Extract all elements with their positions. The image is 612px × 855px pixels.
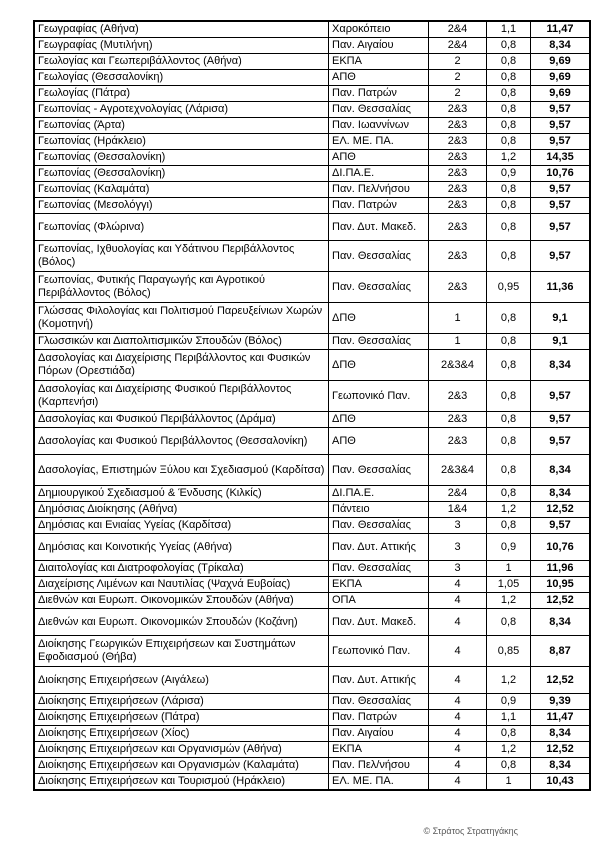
coefficient-cell: 0,8 <box>487 609 531 636</box>
coefficient-cell: 0,8 <box>487 70 531 86</box>
university-cell: ΑΠΘ <box>329 70 429 86</box>
department-cell: Γεωγραφίας (Μυτιλήνη) <box>34 38 329 54</box>
score-cell: 9,57 <box>531 102 591 118</box>
fields-cell: 2&3 <box>429 381 487 412</box>
score-cell: 11,96 <box>531 561 591 577</box>
table-row <box>34 636 590 667</box>
score-cell: 9,57 <box>531 118 591 134</box>
table-row <box>34 21 590 38</box>
department-cell: Γεωπονίας, Ιχθυολογίας και Υδάτινου Περιβάλλοντος (Βόλος) <box>34 241 329 272</box>
table-row <box>34 534 590 561</box>
score-cell: 9,57 <box>531 134 591 150</box>
department-cell: Διοίκησης Επιχειρήσεων (Χίος) <box>34 726 329 742</box>
department-cell: Διεθνών και Ευρωπ. Οικονομικών Σπουδών (Αθήνα) <box>34 593 329 609</box>
score-cell: 14,35 <box>531 150 591 166</box>
table-row <box>34 710 590 726</box>
fields-cell: 2&3 <box>429 150 487 166</box>
fields-cell: 4 <box>429 726 487 742</box>
university-cell: Παν. Αιγαίου <box>329 726 429 742</box>
department-cell: Δημιουργικού Σχεδιασμού & Ένδυσης (Κιλκίς) <box>34 486 329 502</box>
fields-cell: 2&3 <box>429 198 487 214</box>
coefficient-cell: 0,8 <box>487 198 531 214</box>
coefficient-cell: 1 <box>487 561 531 577</box>
score-cell: 9,57 <box>531 214 591 241</box>
score-cell: 8,34 <box>531 455 591 486</box>
department-cell: Δασολογίας και Φυσικού Περιβάλλοντος (Θεσσαλονίκη) <box>34 428 329 455</box>
university-cell: ΕΚΠΑ <box>329 742 429 758</box>
fields-cell: 4 <box>429 667 487 694</box>
department-cell: Δημόσιας Διοίκησης (Αθήνα) <box>34 502 329 518</box>
university-cell: Παν. Πατρών <box>329 710 429 726</box>
table-row <box>34 166 590 182</box>
coefficient-cell: 0,8 <box>487 334 531 350</box>
university-cell: Παν. Δυτ. Μακεδ. <box>329 609 429 636</box>
fields-cell: 4 <box>429 636 487 667</box>
fields-cell: 3 <box>429 534 487 561</box>
department-cell: Γεωπονίας - Αγροτεχνολογίας (Λάρισα) <box>34 102 329 118</box>
university-cell: ΟΠΑ <box>329 593 429 609</box>
university-cell: Παν. Θεσσαλίας <box>329 518 429 534</box>
department-cell: Διοίκησης Επιχειρήσεων (Λάρισα) <box>34 694 329 710</box>
fields-cell: 2&3 <box>429 166 487 182</box>
coefficient-cell: 0,8 <box>487 486 531 502</box>
coefficient-cell: 0,9 <box>487 166 531 182</box>
university-cell: Χαροκόπειο <box>329 21 429 38</box>
score-cell: 10,43 <box>531 774 591 791</box>
coefficient-cell: 0,8 <box>487 134 531 150</box>
department-cell: Διοίκησης Επιχειρήσεων και Οργανισμών (Αθήνα) <box>34 742 329 758</box>
department-cell: Διοίκησης Επιχειρήσεων (Πάτρα) <box>34 710 329 726</box>
fields-cell: 2&3 <box>429 428 487 455</box>
university-cell: Γεωπονικό Παν. <box>329 381 429 412</box>
university-cell: Παν. Πελ/νήσου <box>329 182 429 198</box>
department-cell: Γεωπονίας (Φλώρινα) <box>34 214 329 241</box>
coefficient-cell: 0,8 <box>487 214 531 241</box>
coefficient-cell: 1,05 <box>487 577 531 593</box>
fields-cell: 2&4 <box>429 486 487 502</box>
department-cell: Διαχείρισης Λιμένων και Ναυτιλίας (Ψαχνά Ευβοίας) <box>34 577 329 593</box>
department-cell: Δημόσιας και Κοινοτικής Υγείας (Αθήνα) <box>34 534 329 561</box>
university-cell: Παν. Πατρών <box>329 198 429 214</box>
coefficient-cell: 0,8 <box>487 118 531 134</box>
fields-cell: 1 <box>429 334 487 350</box>
score-cell: 9,1 <box>531 303 591 334</box>
table-row <box>34 86 590 102</box>
table-row <box>34 350 590 381</box>
coefficient-cell: 0,85 <box>487 636 531 667</box>
table-row <box>34 518 590 534</box>
university-cell: ΔΙ.ΠΑ.Ε. <box>329 486 429 502</box>
fields-cell: 4 <box>429 577 487 593</box>
fields-cell: 4 <box>429 742 487 758</box>
university-cell: Παν. Θεσσαλίας <box>329 334 429 350</box>
score-cell: 8,34 <box>531 609 591 636</box>
coefficient-cell: 0,8 <box>487 758 531 774</box>
score-cell: 12,52 <box>531 742 591 758</box>
university-cell: ΕΛ. ΜΕ. ΠΑ. <box>329 774 429 791</box>
score-cell: 8,87 <box>531 636 591 667</box>
table-row <box>34 54 590 70</box>
department-cell: Δασολογίας και Διαχείρισης Φυσικού Περιβάλλοντος (Καρπενήσι) <box>34 381 329 412</box>
table-row <box>34 726 590 742</box>
university-cell: Πάντειο <box>329 502 429 518</box>
department-cell: Δασολογίας, Επιστημών Ξύλου και Σχεδιασμού (Καρδίτσα) <box>34 455 329 486</box>
department-cell: Γλωσσικών και Διαπολιτισμικών Σπουδών (Βόλος) <box>34 334 329 350</box>
department-cell: Διοίκησης Επιχειρήσεων (Αιγάλεω) <box>34 667 329 694</box>
department-cell: Γεωλογίας (Πάτρα) <box>34 86 329 102</box>
fields-cell: 2&3 <box>429 214 487 241</box>
score-cell: 8,34 <box>531 38 591 54</box>
table-row <box>34 577 590 593</box>
university-cell: Παν. Δυτ. Αττικής <box>329 667 429 694</box>
score-cell: 12,52 <box>531 593 591 609</box>
coefficient-cell: 0,8 <box>487 455 531 486</box>
author-credit: © Στράτος Στρατηγάκης <box>423 826 518 836</box>
coefficient-cell: 0,8 <box>487 86 531 102</box>
table-row <box>34 334 590 350</box>
coefficient-cell: 0,8 <box>487 102 531 118</box>
department-cell: Δασολογίας και Διαχείρισης Περιβάλλοντος και Φυσικών Πόρων (Ορεστιάδα) <box>34 350 329 381</box>
university-cell: ΔΠΘ <box>329 303 429 334</box>
department-cell: Διοίκησης Επιχειρήσεων και Οργανισμών (Καλαμάτα) <box>34 758 329 774</box>
department-cell: Γεωπονίας (Άρτα) <box>34 118 329 134</box>
table-row <box>34 742 590 758</box>
table-row <box>34 561 590 577</box>
score-cell: 8,34 <box>531 350 591 381</box>
table-row <box>34 38 590 54</box>
fields-cell: 2&3&4 <box>429 350 487 381</box>
score-cell: 11,36 <box>531 272 591 303</box>
table-row <box>34 198 590 214</box>
fields-cell: 2 <box>429 54 487 70</box>
coefficient-cell: 1 <box>487 774 531 791</box>
coefficient-cell: 0,9 <box>487 534 531 561</box>
department-cell: Διοίκησης Επιχειρήσεων και Τουρισμού (Ηράκλειο) <box>34 774 329 791</box>
fields-cell: 4 <box>429 758 487 774</box>
coefficient-cell: 0,8 <box>487 38 531 54</box>
university-cell: Παν. Θεσσαλίας <box>329 694 429 710</box>
score-cell: 9,57 <box>531 241 591 272</box>
fields-cell: 4 <box>429 609 487 636</box>
university-cell: ΔΠΘ <box>329 350 429 381</box>
fields-cell: 2 <box>429 70 487 86</box>
coefficient-cell: 1,1 <box>487 21 531 38</box>
university-cell: Παν. Θεσσαλίας <box>329 561 429 577</box>
fields-cell: 3 <box>429 518 487 534</box>
admissions-table <box>33 20 591 791</box>
fields-cell: 2&3&4 <box>429 455 487 486</box>
score-cell: 8,34 <box>531 726 591 742</box>
coefficient-cell: 0,8 <box>487 518 531 534</box>
score-cell: 12,52 <box>531 667 591 694</box>
university-cell: ΑΠΘ <box>329 428 429 455</box>
department-cell: Γεωπονίας (Ηράκλειο) <box>34 134 329 150</box>
score-cell: 8,34 <box>531 486 591 502</box>
university-cell: Παν. Θεσσαλίας <box>329 241 429 272</box>
department-cell: Δασολογίας και Φυσικού Περιβάλλοντος (Δράμα) <box>34 412 329 428</box>
table-row <box>34 214 590 241</box>
coefficient-cell: 0,8 <box>487 182 531 198</box>
table-row <box>34 303 590 334</box>
table-row <box>34 609 590 636</box>
coefficient-cell: 0,8 <box>487 350 531 381</box>
score-cell: 10,76 <box>531 166 591 182</box>
coefficient-cell: 0,9 <box>487 694 531 710</box>
coefficient-cell: 0,8 <box>487 381 531 412</box>
table-row <box>34 412 590 428</box>
table-row <box>34 774 590 791</box>
fields-cell: 2&3 <box>429 134 487 150</box>
department-cell: Διαιτολογίας και Διατροφολογίας (Τρίκαλα) <box>34 561 329 577</box>
score-cell: 12,52 <box>531 502 591 518</box>
university-cell: Παν. Θεσσαλίας <box>329 102 429 118</box>
table-row <box>34 272 590 303</box>
fields-cell: 4 <box>429 593 487 609</box>
university-cell: ΑΠΘ <box>329 150 429 166</box>
coefficient-cell: 1,2 <box>487 742 531 758</box>
table-body <box>34 21 590 790</box>
fields-cell: 2&4 <box>429 38 487 54</box>
score-cell: 9,57 <box>531 198 591 214</box>
score-cell: 9,57 <box>531 381 591 412</box>
university-cell: Παν. Δυτ. Μακεδ. <box>329 214 429 241</box>
university-cell: ΔΠΘ <box>329 412 429 428</box>
fields-cell: 4 <box>429 710 487 726</box>
department-cell: Γεωπονίας, Φυτικής Παραγωγής και Αγροτικού Περιβάλλοντος (Βόλος) <box>34 272 329 303</box>
university-cell: Παν. Δυτ. Αττικής <box>329 534 429 561</box>
coefficient-cell: 0,8 <box>487 726 531 742</box>
table-row <box>34 150 590 166</box>
university-cell: ΕΚΠΑ <box>329 54 429 70</box>
table-row <box>34 593 590 609</box>
university-cell: Γεωπονικό Παν. <box>329 636 429 667</box>
score-cell: 9,39 <box>531 694 591 710</box>
department-cell: Διεθνών και Ευρωπ. Οικονομικών Σπουδών (Κοζάνη) <box>34 609 329 636</box>
fields-cell: 4 <box>429 694 487 710</box>
university-cell: ΕΚΠΑ <box>329 577 429 593</box>
coefficient-cell: 1,2 <box>487 667 531 694</box>
department-cell: Γεωπονίας (Μεσολόγγι) <box>34 198 329 214</box>
fields-cell: 1&4 <box>429 502 487 518</box>
coefficient-cell: 0,8 <box>487 241 531 272</box>
table-row <box>34 667 590 694</box>
score-cell: 11,47 <box>531 21 591 38</box>
coefficient-cell: 1,2 <box>487 593 531 609</box>
score-cell: 9,1 <box>531 334 591 350</box>
table-row <box>34 758 590 774</box>
fields-cell: 2&3 <box>429 412 487 428</box>
score-cell: 11,47 <box>531 710 591 726</box>
coefficient-cell: 1,2 <box>487 150 531 166</box>
table-row <box>34 118 590 134</box>
department-cell: Διοίκησης Γεωργικών Επιχειρήσεων και Συστημάτων Εφοδιασμού (Θήβα) <box>34 636 329 667</box>
university-cell: Παν. Πελ/νήσου <box>329 758 429 774</box>
department-cell: Δημόσιας και Ενιαίας Υγείας (Καρδίτσα) <box>34 518 329 534</box>
university-cell: Παν. Θεσσαλίας <box>329 272 429 303</box>
university-cell: Παν. Θεσσαλίας <box>329 455 429 486</box>
table-row <box>34 428 590 455</box>
fields-cell: 2&4 <box>429 21 487 38</box>
coefficient-cell: 0,8 <box>487 412 531 428</box>
score-cell: 9,69 <box>531 86 591 102</box>
coefficient-cell: 0,8 <box>487 303 531 334</box>
department-cell: Γλώσσας Φιλολογίας και Πολιτισμού Παρευξείνιων Χωρών (Κομοτηνή) <box>34 303 329 334</box>
fields-cell: 3 <box>429 561 487 577</box>
department-cell: Γεωλογίας (Θεσσαλονίκη) <box>34 70 329 86</box>
university-cell: Παν. Ιωαννίνων <box>329 118 429 134</box>
score-cell: 10,95 <box>531 577 591 593</box>
score-cell: 9,69 <box>531 54 591 70</box>
coefficient-cell: 0,8 <box>487 54 531 70</box>
department-cell: Γεωπονίας (Καλαμάτα) <box>34 182 329 198</box>
table-row <box>34 241 590 272</box>
coefficient-cell: 1,2 <box>487 502 531 518</box>
university-cell: ΕΛ. ΜΕ. ΠΑ. <box>329 134 429 150</box>
score-cell: 9,57 <box>531 518 591 534</box>
university-cell: Παν. Πατρών <box>329 86 429 102</box>
department-cell: Γεωλογίας και Γεωπεριβάλλοντος (Αθήνα) <box>34 54 329 70</box>
table-row <box>34 70 590 86</box>
coefficient-cell: 0,95 <box>487 272 531 303</box>
table-row <box>34 102 590 118</box>
fields-cell: 4 <box>429 774 487 791</box>
fields-cell: 1 <box>429 303 487 334</box>
score-cell: 9,57 <box>531 182 591 198</box>
fields-cell: 2&3 <box>429 182 487 198</box>
table-row <box>34 502 590 518</box>
table-row <box>34 381 590 412</box>
coefficient-cell: 0,8 <box>487 428 531 455</box>
score-cell: 10,76 <box>531 534 591 561</box>
university-cell: Παν. Αιγαίου <box>329 38 429 54</box>
score-cell: 9,57 <box>531 428 591 455</box>
table-row <box>34 694 590 710</box>
score-cell: 8,34 <box>531 758 591 774</box>
table-row <box>34 486 590 502</box>
fields-cell: 2 <box>429 86 487 102</box>
table-row <box>34 134 590 150</box>
score-cell: 9,69 <box>531 70 591 86</box>
department-cell: Γεωπονίας (Θεσσαλονίκη) <box>34 166 329 182</box>
table-row <box>34 455 590 486</box>
fields-cell: 2&3 <box>429 118 487 134</box>
coefficient-cell: 1,1 <box>487 710 531 726</box>
table-row <box>34 182 590 198</box>
department-cell: Γεωγραφίας (Αθήνα) <box>34 21 329 38</box>
score-cell: 9,57 <box>531 412 591 428</box>
department-cell: Γεωπονίας (Θεσσαλονίκη) <box>34 150 329 166</box>
fields-cell: 2&3 <box>429 241 487 272</box>
university-cell: ΔΙ.ΠΑ.Ε. <box>329 166 429 182</box>
fields-cell: 2&3 <box>429 102 487 118</box>
fields-cell: 2&3 <box>429 272 487 303</box>
